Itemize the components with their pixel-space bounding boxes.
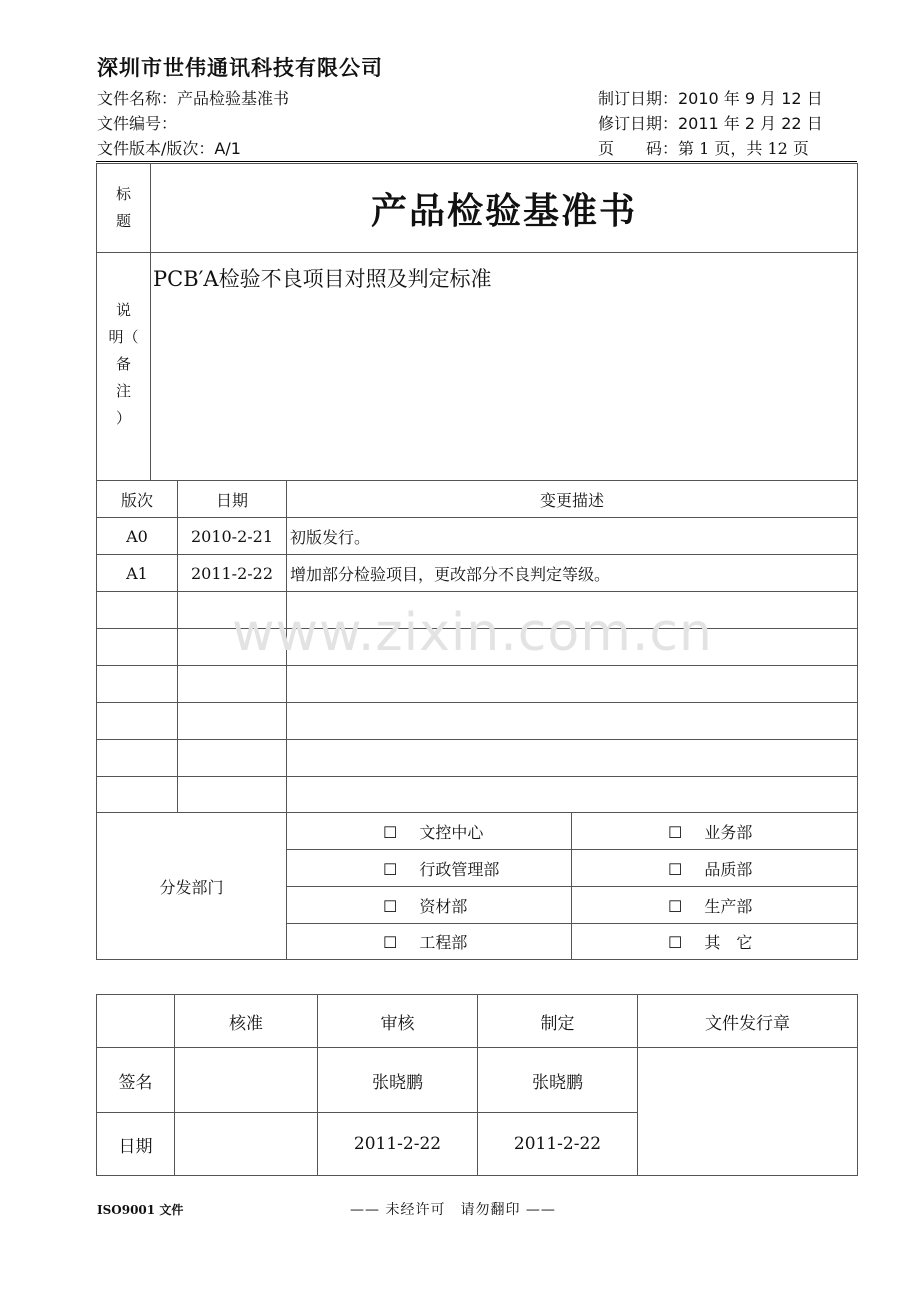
empty-cell: [287, 629, 858, 666]
approve-header: 核准: [175, 995, 318, 1048]
approval-header-row: [97, 995, 858, 1048]
revision-desc: 增加部分检验项目，更改部分不良判定等级。: [287, 555, 858, 592]
revision-date: 2010-2-21: [178, 518, 287, 555]
dept-label: 品质部: [704, 859, 753, 879]
doc-number: 文件编号：: [97, 114, 178, 133]
iso-code: ISO9001: [97, 1203, 156, 1217]
make-header: 制定: [478, 995, 638, 1048]
empty-cell: [97, 703, 178, 740]
remark-label-char: ）: [115, 409, 131, 427]
signature-label: 签名: [97, 1048, 175, 1113]
empty-cell: [178, 629, 287, 666]
version-header: 版次: [97, 481, 178, 518]
remark-row: [97, 253, 858, 481]
remark-text: PCB′A检验不良项目对照及判定标准: [151, 253, 858, 481]
dept-checkbox-quality[interactable]: [572, 850, 858, 887]
dept-label: 业务部: [704, 822, 753, 842]
empty-cell: [178, 777, 287, 813]
date-header: 日期: [178, 481, 287, 518]
signature-row: [97, 1048, 858, 1113]
dept-label: 文控中心: [419, 822, 484, 842]
revision-row-empty: [97, 666, 858, 703]
page-number: [598, 136, 809, 159]
revision-row: [97, 555, 858, 592]
revision-row-empty: [97, 777, 858, 813]
checkbox-icon[interactable]: ☐: [383, 896, 398, 916]
empty-cell: [178, 703, 287, 740]
checkbox-icon[interactable]: ☐: [383, 859, 398, 879]
review-date: 2011-2-22: [318, 1113, 478, 1176]
title-row: [97, 164, 858, 253]
review-signature: 张晓鹏: [318, 1048, 478, 1113]
revision-header-row: [97, 481, 858, 518]
revision-row-empty: [97, 592, 858, 629]
empty-cell: [287, 740, 858, 777]
remark-label-char: 备: [115, 355, 131, 373]
company-name: 深圳市世伟通讯科技有限公司: [97, 56, 383, 80]
release-stamp-area: [638, 1048, 858, 1176]
remark-label-char: 明（: [108, 328, 139, 346]
empty-cell: [97, 777, 178, 813]
empty-cell: [97, 740, 178, 777]
dept-checkbox-engineering[interactable]: [287, 924, 572, 960]
empty-cell: [97, 666, 178, 703]
revision-row-empty: [97, 740, 858, 777]
remark-label: [97, 253, 151, 481]
review-header: 审核: [318, 995, 478, 1048]
page-label: 页 码：: [598, 139, 679, 158]
remark-label-char: 注: [115, 382, 131, 400]
dept-checkbox-materials[interactable]: [287, 887, 572, 924]
empty-cell: [287, 592, 858, 629]
dept-label: 行政管理部: [419, 859, 500, 879]
empty-cell: [287, 703, 858, 740]
checkbox-icon[interactable]: ☐: [668, 822, 683, 842]
release-stamp-header: 文件发行章: [638, 995, 858, 1048]
distribution-label: 分发部门: [97, 813, 287, 960]
revision-desc: 初版发行。: [287, 518, 858, 555]
watermark: www.zixin.com.cn: [232, 603, 713, 663]
approve-signature: [175, 1048, 318, 1113]
page-info: 第 1 页，共 12 页: [678, 139, 809, 158]
dept-checkbox-production[interactable]: [572, 887, 858, 924]
title-label-char: 标: [115, 185, 131, 203]
approve-date: [175, 1113, 318, 1176]
created-date: 制订日期：2010 年 9 月 12 日: [598, 89, 823, 108]
iso-suffix: 文件: [159, 1203, 184, 1217]
dept-label: 工程部: [419, 933, 468, 952]
date-label: 日期: [97, 1113, 175, 1176]
header-rule: [96, 161, 857, 162]
change-desc-header: 变更描述: [287, 481, 858, 518]
revised-date: 修订日期：2011 年 2 月 22 日: [598, 114, 823, 133]
dept-label: 资材部: [419, 896, 468, 916]
dept-label: 生产部: [704, 896, 753, 916]
empty-cell: [97, 592, 178, 629]
empty-cell: [178, 666, 287, 703]
dept-checkbox-doc-control[interactable]: [287, 813, 572, 850]
revision-row-empty: [97, 703, 858, 740]
empty-cell: [287, 666, 858, 703]
footer-notice: —— 未经许可 请勿翻印 ——: [350, 1202, 556, 1218]
dept-label: 其 它: [704, 933, 753, 952]
make-date: 2011-2-22: [478, 1113, 638, 1176]
dept-checkbox-admin[interactable]: [287, 850, 572, 887]
document-form: [96, 163, 858, 960]
approval-table: [96, 994, 858, 1176]
empty-cell: [97, 629, 178, 666]
title-label-char: 题: [115, 212, 131, 230]
revision-row: [97, 518, 858, 555]
title-label: [97, 164, 151, 253]
revision-version: A0: [97, 518, 178, 555]
revision-version: A1: [97, 555, 178, 592]
empty-cell: [178, 740, 287, 777]
remark-label-char: 说: [115, 301, 131, 319]
checkbox-icon[interactable]: ☐: [383, 933, 398, 952]
empty-cell: [287, 777, 858, 813]
make-signature: 张晓鹏: [478, 1048, 638, 1113]
checkbox-icon[interactable]: ☐: [668, 896, 683, 916]
revision-row-empty: [97, 629, 858, 666]
empty-cell: [178, 592, 287, 629]
checkbox-icon[interactable]: ☐: [668, 933, 683, 952]
doc-version: 文件版本/版次：A/1: [97, 139, 241, 158]
doc-name: 文件名称：产品检验基准书: [97, 89, 290, 108]
dept-checkbox-business[interactable]: [572, 813, 858, 850]
checkbox-icon[interactable]: ☐: [383, 822, 398, 842]
document-title: 产品检验基准书: [151, 164, 858, 253]
revision-date: 2011-2-22: [178, 555, 287, 592]
checkbox-icon[interactable]: ☐: [668, 859, 683, 879]
footer-iso: [97, 1201, 183, 1218]
approval-corner: [97, 995, 175, 1048]
dept-checkbox-other[interactable]: [572, 924, 858, 960]
distribution-row: [97, 813, 858, 850]
